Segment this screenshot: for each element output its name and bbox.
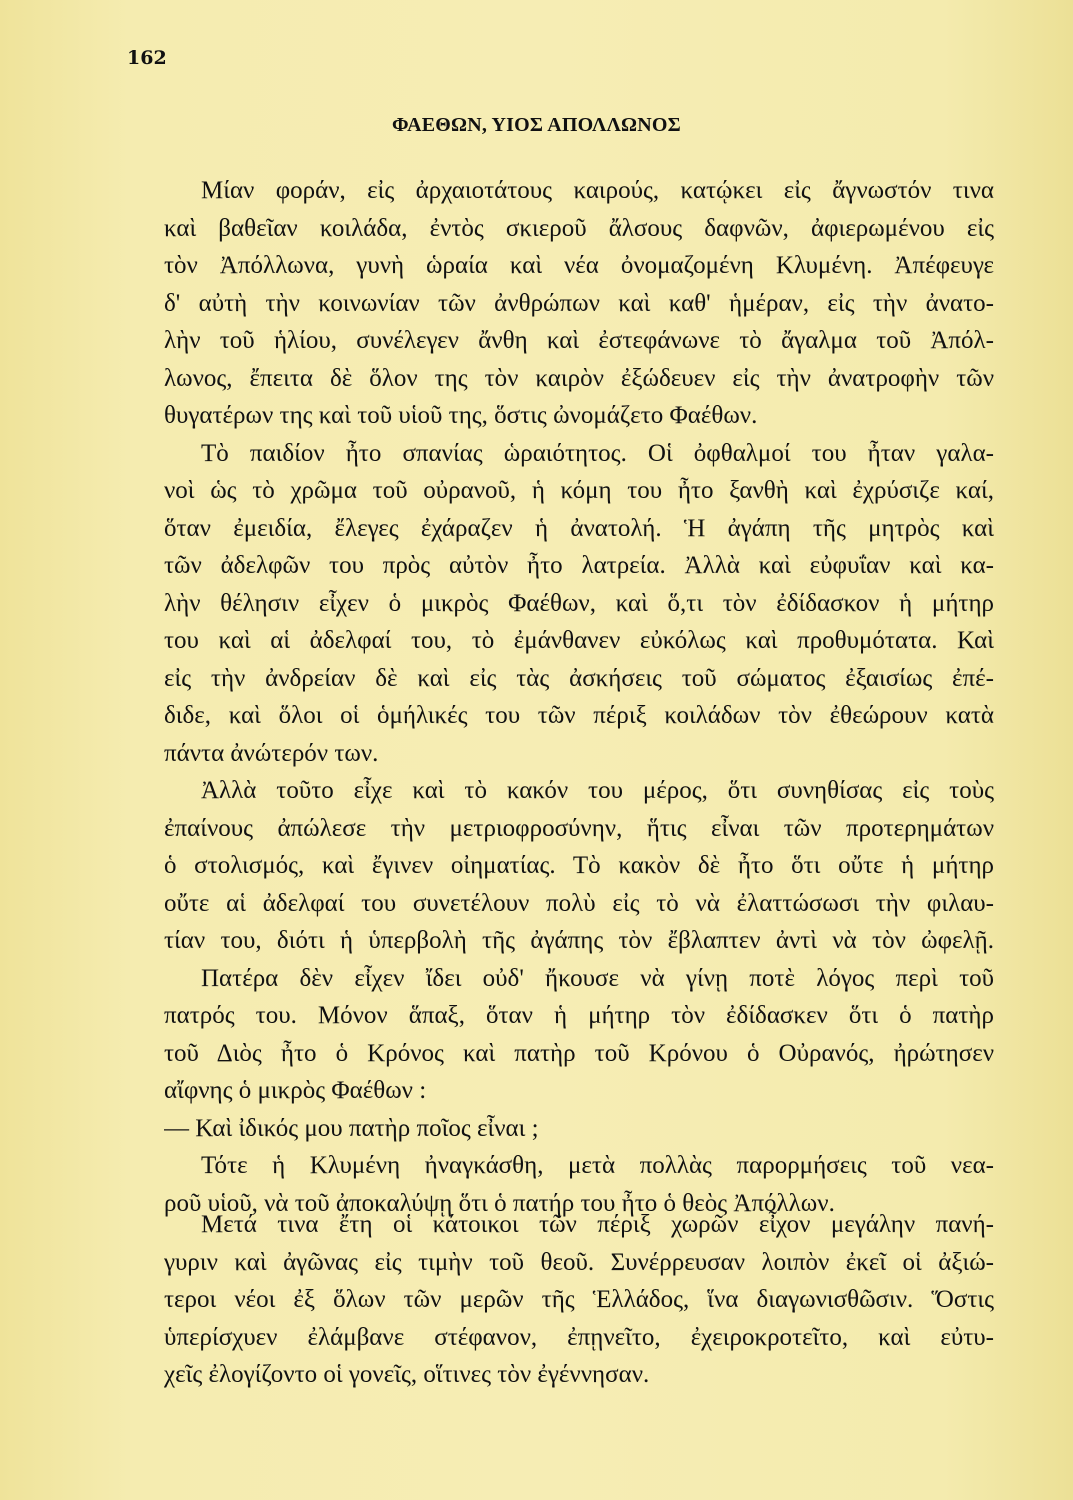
text-line: δ' αὐτὴ τὴν κοινωνίαν τῶν ἀνθρώπων καὶ καθ' ἡμέραν, εἰς τὴν ἀνατο- <box>164 289 994 317</box>
text-line: θυγατέρων της καὶ τοῦ υἱοῦ της, ὅστις ὠνομάζετο Φαέθων. <box>164 402 758 429</box>
text-line: τὸν Ἀπόλλωνα, γυνὴ ὡραία καὶ νέα ὀνομαζομένη Κλυμένη. Ἀπέφευγε <box>164 252 994 279</box>
text-line: πατρός του. Μόνον ἅπαξ, ὅταν ἡ μήτηρ τὸν ἐδίδασκεν ὅτι ὁ πατὴρ <box>164 1002 994 1029</box>
text-line: του καὶ αἱ ἀδελφαί του, τὸ ἐμάνθανεν εὐκόλως καὶ προθυμότατα. Καὶ <box>164 627 994 654</box>
main-text <box>164 172 994 1222</box>
text-line: αἴφνης ὁ μικρὸς Φαέθων : <box>164 1077 427 1104</box>
text-line: τοῦ Διὸς ἦτο ὁ Κρόνος καὶ πατὴρ τοῦ Κρόνου ὁ Οὐρανός, ἠρώτησεν <box>164 1039 994 1067</box>
page-number: 162 <box>127 47 167 69</box>
text-line: Τότε ἡ Κλυμένη ἠναγκάσθη, μετὰ πολλὰς παρορμήσεις τοῦ νεα- <box>201 1152 994 1179</box>
text-line: Μετά τινα ἔτη οἱ κάτοικοι τῶν πέριξ χωρῶν εἶχον μεγάλην πανή- <box>201 1211 994 1238</box>
text-line: εἰς τὴν ἀνδρείαν δὲ καὶ εἰς τὰς ἀσκήσεις τοῦ σώματος ἐξαισίως ἐπέ- <box>164 664 994 692</box>
text-line: ἐπαίνους ἀπώλεσε τὴν μετριοφροσύνην, ἥτις εἶναι τῶν προτερημάτων <box>164 814 994 842</box>
text-line: λωνος, ἔπειτα δὲ ὅλον της τὸν καιρὸν ἐξώδευεν εἰς τὴν ἀνατροφὴν τῶν <box>164 364 994 392</box>
text-line: νοὶ ὡς τὸ χρῶμα τοῦ οὐρανοῦ, ἡ κόμη του ἦτο ξανθὴ καὶ ἐχρύσιζε καί, <box>164 477 994 504</box>
text-line: Μίαν φοράν, εἰς ἀρχαιοτάτους καιρούς, κατῴκει εἰς ἄγνωστόν τινα <box>201 177 994 204</box>
text-line: τεροι νέοι ἐξ ὅλων τῶν μερῶν τῆς Ἑλλάδος, ἵνα διαγωνισθῶσιν. Ὅστις <box>164 1286 994 1313</box>
text-line: τῶν ἀδελφῶν του πρὸς αὐτὸν ἦτο λατρεία. Ἀλλὰ καὶ εὐφυΐαν καὶ κα- <box>164 552 994 579</box>
text-line: λὴν τοῦ ἡλίου, συνέλεγεν ἄνθη καὶ ἐστεφάνωνε τὸ ἄγαλμα τοῦ Ἀπόλ- <box>164 327 994 354</box>
text-line: γυριν καὶ ἀγῶνας εἰς τιμὴν τοῦ θεοῦ. Συνέρρευσαν λοιπὸν ἐκεῖ οἱ ἀξιώ- <box>164 1248 994 1276</box>
text-line: χεῖς ἐλογίζοντο οἱ γονεῖς, οἵτινες τὸν ἐγέννησαν. <box>164 1361 650 1388</box>
second-section-text <box>164 1206 994 1394</box>
text-line: καὶ βαθεῖαν κοιλάδα, ἐντὸς σκιεροῦ ἄλσους δαφνῶν, ἀφιερωμένου εἰς <box>164 214 994 242</box>
text-line: ροῦ υἱοῦ, νὰ τοῦ ἀποκαλύψῃ ὅτι ὁ πατήρ του ἦτο ὁ θεὸς Ἀπόλλων. <box>164 1189 835 1217</box>
chapter-title: ΦΑΕΘΩΝ, ΥΙΟΣ ΑΠΟΛΛΩΝΟΣ <box>392 114 681 136</box>
text-line: Τὸ παιδίον ἦτο σπανίας ὡραιότητος. Οἱ ὀφθαλμοί του ἦταν γαλα- <box>201 439 994 467</box>
text-line: διδε, καὶ ὅλοι οἱ ὁμήλικές του τῶν πέριξ κοιλάδων τὸν ἐθεώρουν κατὰ <box>164 702 994 729</box>
text-line: Πατέρα δὲν εἶχεν ἴδει οὐδ' ἤκουσε νὰ γίνῃ ποτὲ λόγος περὶ τοῦ <box>201 964 994 992</box>
text-line: ὁ στολισμός, καὶ ἔγινεν οἰηματίας. Τὸ κακὸν δὲ ἦτο ὅτι οὔτε ἡ μήτηρ <box>164 852 994 879</box>
text-line: λὴν θέλησιν εἶχεν ὁ μικρὸς Φαέθων, καὶ ὅ,τι τὸν ἐδίδασκον ἡ μήτηρ <box>164 589 994 617</box>
text-line: ὅταν ἐμειδία, ἔλεγες ἐχάραζεν ἡ ἀνατολή. Ἡ ἀγάπη τῆς μητρὸς καὶ <box>164 514 994 542</box>
text-line: οὔτε αἱ ἀδελφαί του συνετέλουν πολὺ εἰς τὸ νὰ ἐλαττώσωσι τὴν φιλαυ- <box>164 889 994 917</box>
dialogue-line: — Καὶ ἰδικός μου πατὴρ ποῖος εἶναι ; <box>164 1114 539 1142</box>
text-line: τίαν του, διότι ἡ ὑπερβολὴ τῆς ἀγάπης τὸν ἔβλαπτεν ἀντὶ νὰ τὸν ὠφελῇ. <box>164 927 994 954</box>
text-line: Ἀλλὰ τοῦτο εἶχε καὶ τὸ κακόν του μέρος, ὅτι συνηθίσας εἰς τοὺς <box>201 777 994 804</box>
text-line: ὑπερίσχυεν ἐλάμβανε στέφανον, ἐπῃνεῖτο, ἐχειροκροτεῖτο, καὶ εὐτυ- <box>164 1323 994 1351</box>
text-line: πάντα ἀνώτερόν των. <box>164 739 379 767</box>
